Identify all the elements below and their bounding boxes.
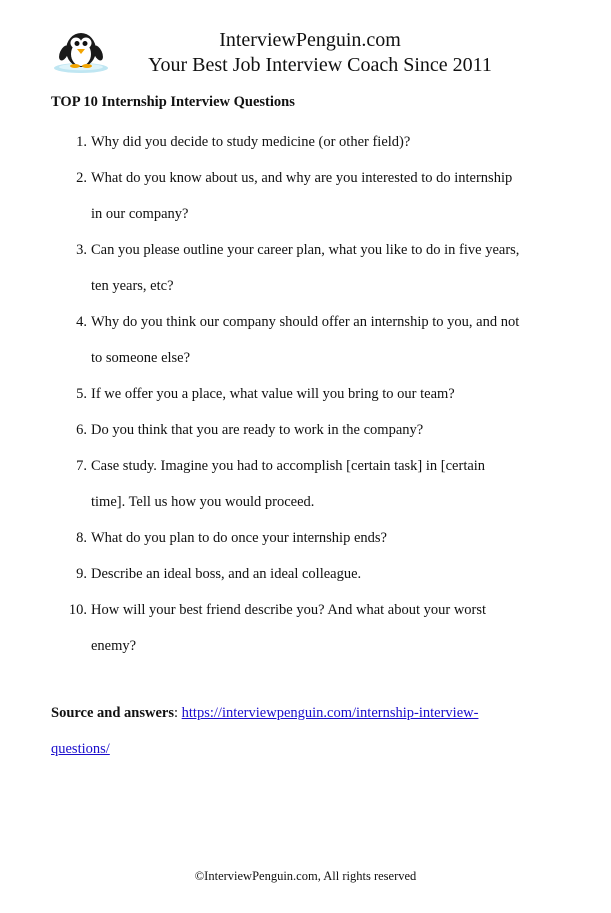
source-paragraph <box>51 695 551 767</box>
question-text: enemy? <box>91 638 137 654</box>
question-number: 6. <box>76 422 87 438</box>
question-text: ten years, etc? <box>91 278 174 294</box>
question-item <box>51 412 571 448</box>
question-number: 5. <box>76 386 87 402</box>
question-item <box>51 376 571 412</box>
question-item <box>51 232 571 304</box>
source-link-line1[interactable]: https://interviewpenguin.com/internship-interview- <box>181 705 479 721</box>
question-item <box>51 160 571 232</box>
question-text: What do you know about us, and why are you interested to do internship <box>91 170 513 186</box>
question-item <box>51 556 571 592</box>
question-text: Describe an ideal boss, and an ideal colleague. <box>91 566 362 582</box>
question-number: 8. <box>76 530 87 546</box>
question-item <box>51 592 571 664</box>
source-link-line2[interactable]: questions/ <box>51 741 110 757</box>
question-text: Do you think that you are ready to work in the company? <box>91 422 424 438</box>
question-number: 3. <box>76 242 87 258</box>
question-number: 7. <box>76 458 87 474</box>
question-text: Can you please outline your career plan, what you like to do in five years, <box>91 242 520 258</box>
question-text: If we offer you a place, what value will you bring to our team? <box>91 386 455 402</box>
question-item <box>51 448 571 520</box>
question-text: Why did you decide to study medicine (or other field)? <box>91 134 411 150</box>
penguin-icon <box>51 26 111 74</box>
question-number: 4. <box>76 314 87 330</box>
question-text: time]. Tell us how you would proceed. <box>91 494 315 510</box>
question-number: 9. <box>76 566 87 582</box>
copyright-footer: ©InterviewPenguin.com, All rights reserved <box>194 869 417 883</box>
page-header <box>0 26 611 86</box>
source-label: Source and answers <box>51 705 174 721</box>
question-number: 10. <box>68 602 87 618</box>
question-list <box>51 124 571 664</box>
question-number: 1. <box>76 134 87 150</box>
question-text: How will your best friend describe you? And what about your worst <box>91 602 487 618</box>
question-text: in our company? <box>91 206 189 222</box>
question-text: Why do you think our company should offer an internship to you, and not <box>91 314 520 330</box>
source-separator: : <box>174 705 182 721</box>
site-name: InterviewPenguin.com <box>219 29 401 51</box>
site-tagline: Your Best Job Interview Coach Since 2011 <box>148 54 492 76</box>
question-text: to someone else? <box>91 350 191 366</box>
question-text: What do you plan to do once your internship ends? <box>91 530 387 546</box>
question-number: 2. <box>76 170 87 186</box>
question-item <box>51 520 571 556</box>
question-item <box>51 124 571 160</box>
question-item <box>51 304 571 376</box>
document-title: TOP 10 Internship Interview Questions <box>51 94 295 110</box>
question-text: Case study. Imagine you had to accomplish [certain task] in [certain <box>91 458 486 474</box>
